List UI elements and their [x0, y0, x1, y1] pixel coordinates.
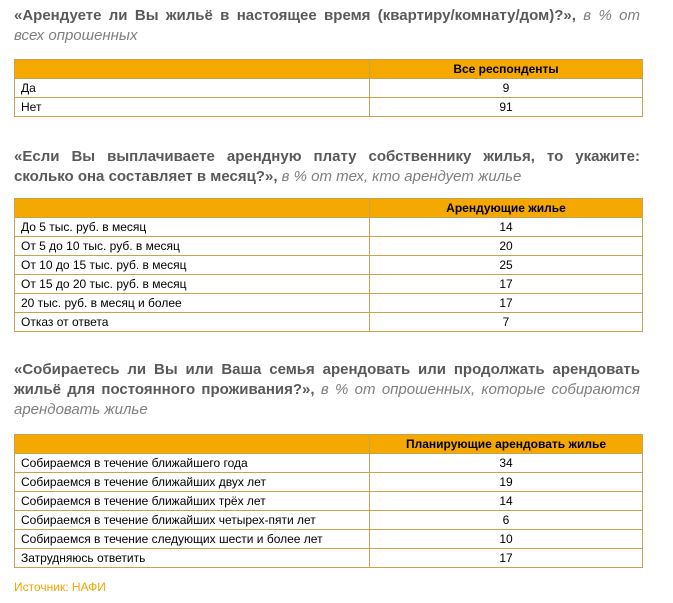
- table-row: [15, 549, 643, 568]
- row-value: 91: [370, 98, 643, 117]
- table-row: [15, 492, 643, 511]
- row-value: 19: [370, 473, 643, 492]
- row-value: 10: [370, 530, 643, 549]
- table-1: [14, 59, 643, 117]
- table-row: [15, 256, 643, 275]
- table-row: [15, 237, 643, 256]
- table-header: Планирующие арендовать жилье: [370, 435, 643, 454]
- row-label: От 10 до 15 тыс. руб. в месяц: [15, 256, 370, 275]
- row-label: Собираемся в течение следующих шести и более лет: [15, 530, 370, 549]
- table-header: Арендующие жилье: [370, 199, 643, 218]
- row-value: 14: [370, 218, 643, 237]
- question-2: [14, 147, 640, 187]
- row-value: 17: [370, 549, 643, 568]
- row-label: 20 тыс. руб. в месяц и более: [15, 294, 370, 313]
- row-label: От 5 до 10 тыс. руб. в месяц: [15, 237, 370, 256]
- row-label: Затрудняюсь ответить: [15, 549, 370, 568]
- table-row: [15, 79, 643, 98]
- table-row: [15, 454, 643, 473]
- row-label: Собираемся в течение ближайшего года: [15, 454, 370, 473]
- row-label: Нет: [15, 98, 370, 117]
- table-header-empty: [15, 60, 370, 79]
- row-label: Собираемся в течение ближайших четырех-пяти лет: [15, 511, 370, 530]
- table-2: [14, 198, 643, 332]
- table-row: [15, 218, 643, 237]
- question-1-title: «Арендуете ли Вы жильё в настоящее время (квартиру/комнату/дом)?»,: [14, 7, 576, 24]
- table-row: [15, 294, 643, 313]
- question-3-title: «Собираетесь ли Вы или Ваша семья арендовать или продолжать арендовать жильё для постоянного проживания?»,: [14, 361, 640, 398]
- row-label: Да: [15, 79, 370, 98]
- table-header-empty: [15, 435, 370, 454]
- row-value: 6: [370, 511, 643, 530]
- table-row: [15, 313, 643, 332]
- table-row: [15, 473, 643, 492]
- table-row: [15, 98, 643, 117]
- question-3: [14, 360, 640, 420]
- row-label: Собираемся в течение ближайших двух лет: [15, 473, 370, 492]
- table-header-row: [15, 60, 643, 79]
- row-value: 25: [370, 256, 643, 275]
- row-label: До 5 тыс. руб. в месяц: [15, 218, 370, 237]
- row-value: 20: [370, 237, 643, 256]
- row-value: 17: [370, 275, 643, 294]
- table-header-empty: [15, 199, 370, 218]
- row-value: 34: [370, 454, 643, 473]
- row-label: Отказ от ответа: [15, 313, 370, 332]
- table-row: [15, 511, 643, 530]
- table-header-row: [15, 199, 643, 218]
- question-3-note: в % от опрошенных, которые собираются арендовать жилье: [14, 381, 640, 418]
- table-header: Все респонденты: [370, 60, 643, 79]
- table-row: [15, 275, 643, 294]
- question-1-note: в % от всех опрошенных: [14, 7, 640, 44]
- question-1: [14, 6, 640, 46]
- row-value: 14: [370, 492, 643, 511]
- row-value: 17: [370, 294, 643, 313]
- row-value: 7: [370, 313, 643, 332]
- row-value: 9: [370, 79, 643, 98]
- table-header-row: [15, 435, 643, 454]
- question-2-title: «Если Вы выплачиваете арендную плату собственнику жилья, то укажите: сколько она составляет в месяц?»,: [14, 148, 640, 185]
- question-2-note: в % от тех, кто арендует жилье: [277, 168, 522, 185]
- table-3: [14, 434, 643, 568]
- source-note: Источник: НАФИ: [14, 580, 106, 594]
- table-row: [15, 530, 643, 549]
- row-label: От 15 до 20 тыс. руб. в месяц: [15, 275, 370, 294]
- row-label: Собираемся в течение ближайших трёх лет: [15, 492, 370, 511]
